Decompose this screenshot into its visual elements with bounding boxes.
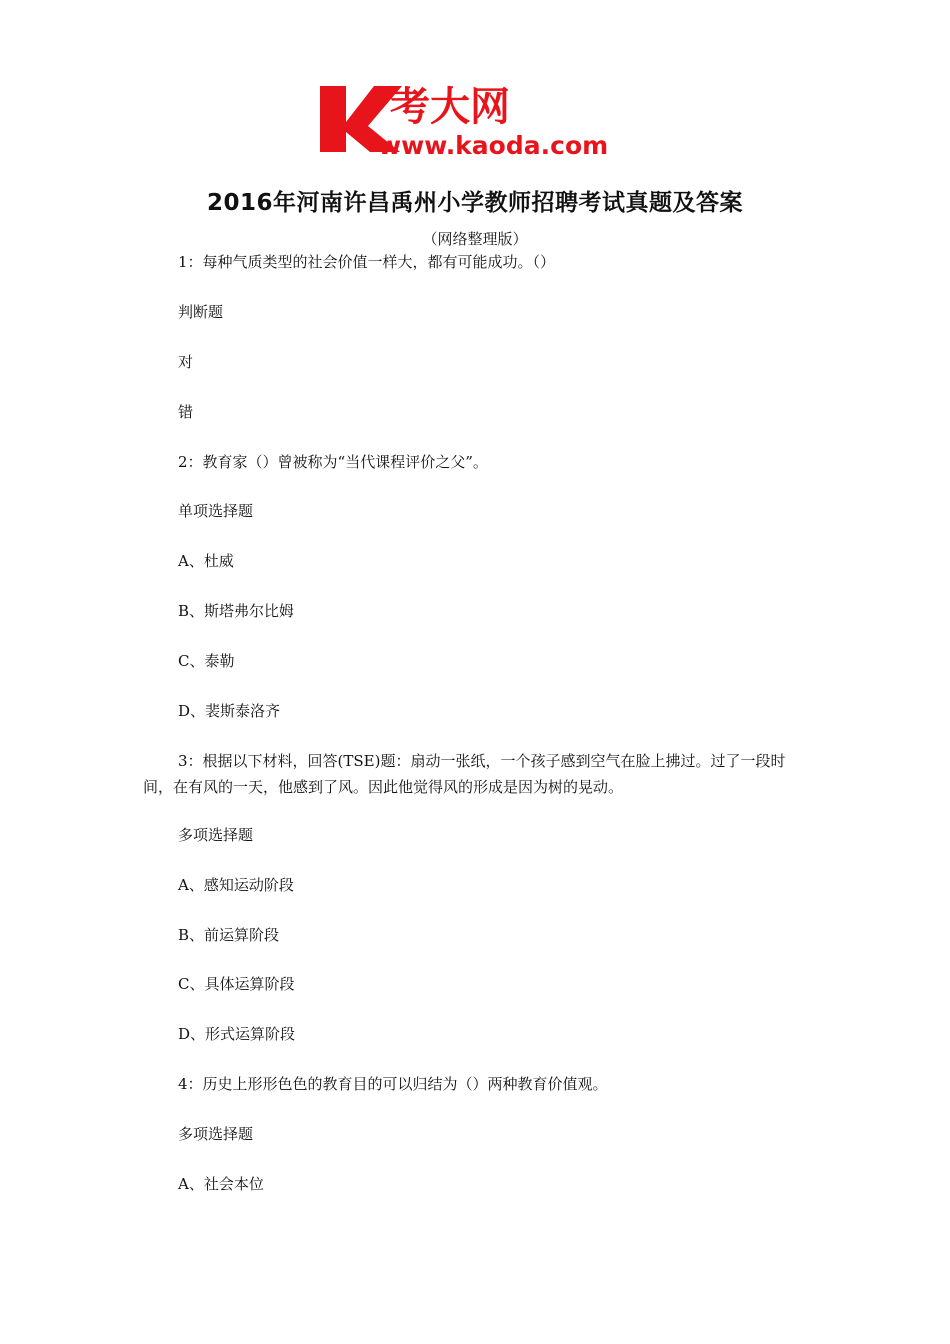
option-a: A、感知运动阶段 xyxy=(178,876,294,894)
question-4: 4：历史上形形色色的教育目的可以归结为（）两种教育价值观。 xyxy=(178,1075,608,1093)
question-type-label: 单项选择题 xyxy=(178,502,254,520)
kaoda-logo-graphic xyxy=(316,78,640,162)
option-true: 对 xyxy=(178,353,194,371)
question-1: 1：每种气质类型的社会价值一样大，都有可能成功。（） xyxy=(178,253,556,271)
option-a: A、杜威 xyxy=(178,552,234,570)
document-subtitle: （网络整理版） xyxy=(422,230,528,248)
option-d: D、形式运算阶段 xyxy=(178,1025,296,1043)
option-c: C、具体运算阶段 xyxy=(178,975,295,993)
question-type-label: 多项选择题 xyxy=(178,1125,254,1143)
logo-text-url: www.kaoda.com xyxy=(378,131,609,160)
kaoda-logo xyxy=(316,78,640,162)
option-b: B、斯塔弗尔比姆 xyxy=(178,602,295,620)
question-type-label: 多项选择题 xyxy=(178,826,254,844)
question-3: 3：根据以下材料，回答(TSE)题：扇动一张纸，一个孩子感到空气在脸上拂过。过了一段时间，在有风的一天，他感到了风。因此他觉得风的形成是因为树的晃动。 xyxy=(143,752,786,796)
question-type-label: 判断题 xyxy=(178,303,224,321)
logo-text-cn: 考大网 xyxy=(390,84,510,130)
option-d: D、裴斯泰洛齐 xyxy=(178,702,281,720)
option-c: C、泰勒 xyxy=(178,652,235,670)
option-a: A、社会本位 xyxy=(178,1175,264,1193)
question-2: 2：教育家（）曾被称为“当代课程评价之父”。 xyxy=(178,453,488,471)
document-title: 2016年河南许昌禹州小学教师招聘考试真题及答案 xyxy=(206,190,743,216)
option-false: 错 xyxy=(178,403,194,421)
option-b: B、前运算阶段 xyxy=(178,926,280,944)
